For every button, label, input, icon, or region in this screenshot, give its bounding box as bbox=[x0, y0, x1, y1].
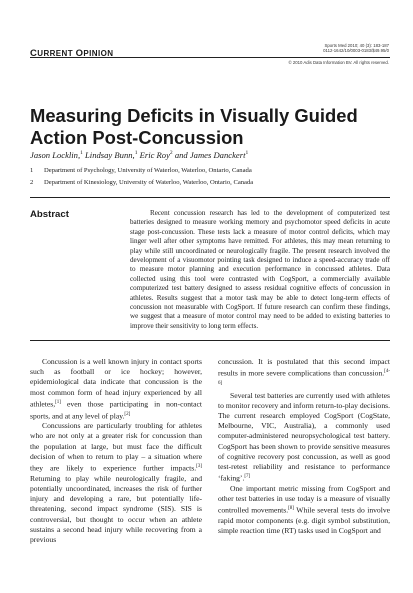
abstract-top-rule bbox=[30, 197, 390, 198]
section-label: CURRENT OPINION bbox=[30, 48, 114, 59]
issn: 0112-1642/10/0003-0183/$49.95/0 bbox=[323, 48, 389, 54]
paragraph: Several test batteries are currently used with athletes to monitor recovery and inform return-to-play decisions. The current research employed CogSport (CogState, Melbourne, VIC, Australia), a commonly used computer-administered neuropsychological test battery. CogSport has been shown to provide sensitive measures of cognitive recovery post concussion, as well as good test-retest reliability and resistance to performance ‘faking’.[7] bbox=[218, 390, 390, 483]
affiliation: 1 Department of Psychology, University of Waterloo, Waterloo, Ontario, Canada bbox=[30, 167, 252, 174]
article-title: Measuring Deficits in Visually Guided Action Post-Concussion bbox=[30, 105, 358, 148]
author: Eric Roy$^2$ bbox=[139, 150, 173, 160]
author: and James Danckert$^1$ bbox=[174, 150, 249, 160]
abstract-bottom-rule bbox=[30, 340, 390, 341]
paragraph: concussion. It is postulated that this second impact results in more severe complications than concussion.[4-6] bbox=[218, 357, 390, 386]
journal-reference: Sports Med 2010; 40 (3): 183-187 bbox=[324, 43, 389, 48]
author: Jason Locklin,$^1$ bbox=[30, 150, 83, 160]
paragraph: Concussions are particularly troubling for athletes who are not only at a greater risk for concussion than the population at large, but must face the difficult decision of when to return to play – a situation where they are likely to experience further impacts.[3] Returning to play while neurologically fragile, and potentially uncoordinated, increases the risk of further injury and developing a rare, but potentially life-threatening, second impact syndrome (SIS). SIS is controversial, but thought to occur when an athlete sustains a second head injury while recovering from a previous bbox=[30, 421, 202, 545]
body-column-right bbox=[218, 357, 390, 537]
affiliation: 2 Department of Kinesiology, University of Waterloo, Waterloo, Ontario, Canada bbox=[30, 179, 254, 186]
abstract-body: Recent concussion research has led to the development of computerized test batteries designed to measure working memory and psychomotor speed deficits in acute stage post-concussion. These tests lack a measure of motor control deficits, which may linger well after other symptoms have remitted. For athletes, this may mean returning to play while still uncoordinated or neurologically fragile. The present research involved the development of a visuomotor pointing task designed to induce a speed-accuracy trade off to measure motor planning and execution performance in concussed athletes. Data collected using this tool were contrasted with CogSport, a commercially available computerized test battery designed to assess residual cognitive effects of concussion in athletes. Results suggest that a motor task may be able to detect long-term effects of concussion not measurable with CogSport. If future research can confirm these findings, we suggest that a measure of motor control may need to be added to existing batteries to improve their sensitivity to long term effects. bbox=[130, 209, 390, 330]
author: Lindsay Bunn,$^1$ bbox=[85, 150, 138, 160]
header-rule bbox=[30, 57, 390, 58]
author-list bbox=[30, 150, 390, 160]
publication-meta bbox=[323, 43, 389, 54]
paragraph: Concussion is a well known injury in contact sports such as football or ice hockey; however, epidemiological data indicate that concussion is the most common form of head injury experienced by all athletes,[1] even those participating in non-contact sports, and at any level of play.[2] bbox=[30, 357, 202, 421]
body-column-left bbox=[30, 357, 202, 545]
paragraph: One important metric missing from CogSport and other test batteries in use today is a measure of visually controlled movements.[8] While several tests do involve rapid motor components (e.g. digit symbol substitution, simple reaction time (RT) tasks used in CogSport and bbox=[218, 484, 390, 536]
abstract-heading: Abstract bbox=[30, 209, 69, 220]
copyright-notice: © 2010 Adis Data Information BV. All rights reserved. bbox=[288, 60, 389, 65]
